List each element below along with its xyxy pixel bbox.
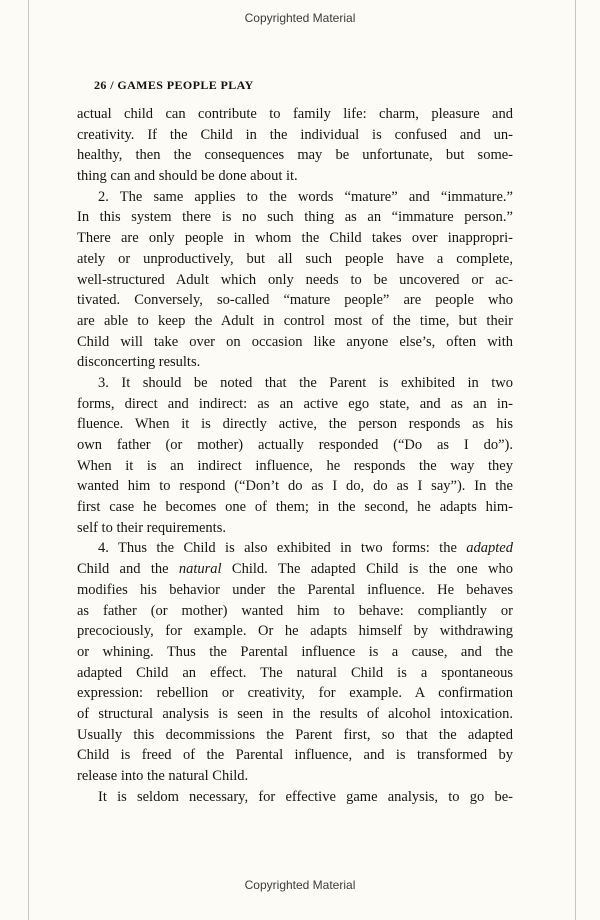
text-segment: of structural analysis is seen in the results of alcohol intoxication. — [77, 705, 513, 722]
text-segment: or whining. Thus the Parental influence is a cause, and the — [77, 643, 513, 660]
text-line — [77, 683, 513, 704]
text-segment: modifies his behavior under the Parental influence. He behaves — [77, 581, 513, 598]
text-segment: There are only people in whom the Child takes over inappropri- — [77, 230, 513, 247]
text-segment: release into the natural Child. — [77, 768, 249, 784]
text-line — [77, 518, 513, 539]
text-segment: 2. The same applies to the words “mature” and “immature.” — [98, 188, 513, 205]
text-segment: Child and the — [77, 561, 179, 578]
text-line — [77, 187, 513, 208]
text-line — [77, 228, 513, 249]
text-segment: ately or unproductively, but all such people have a complete, — [77, 250, 513, 267]
text-segment: actual child can contribute to family life: charm, pleasure and — [77, 106, 513, 122]
text-segment: natural — [178, 561, 222, 578]
text-segment: self to their requirements. — [77, 519, 226, 536]
text-line — [77, 621, 513, 642]
text-line — [77, 787, 513, 808]
text-segment: It is seldom necessary, for effective game analysis, to go be- — [98, 788, 513, 805]
paragraph — [77, 373, 513, 539]
copyright-watermark-bottom: Copyrighted Material — [244, 878, 356, 892]
text-line — [77, 642, 513, 663]
text-line — [77, 601, 513, 622]
text-line — [77, 725, 513, 746]
paragraph — [77, 187, 513, 373]
text-line — [77, 332, 513, 353]
text-line — [77, 394, 513, 415]
text-segment: wanted him to respond (“Don’t do as I do, do as I say”). In the — [77, 478, 513, 495]
page-body — [77, 104, 513, 807]
text-segment: own father (or mother) actually responded (“Do as I do”). — [77, 437, 513, 453]
text-segment: expression: rebellion or creativity, for example. A confirmation — [77, 685, 513, 702]
copyright-watermark-top: Copyrighted Material — [244, 11, 356, 25]
paragraph — [77, 538, 513, 786]
text-line — [77, 704, 513, 725]
text-segment: are able to keep the Adult in control most of the time, but their — [77, 312, 513, 329]
text-line — [77, 435, 513, 456]
text-segment: In this system there is no such thing as an “immature person.” — [77, 209, 513, 226]
text-segment: adapted Child an effect. The natural Child is a spontaneous — [77, 664, 513, 681]
text-line — [77, 125, 513, 146]
text-line — [77, 207, 513, 228]
text-segment: When it is an indirect influence, he responds the way they — [77, 457, 513, 474]
text-segment: creativity. If the Child in the individual is confused and un- — [77, 126, 513, 143]
text-segment: healthy, then the consequences may be unfortunate, but some- — [77, 147, 513, 164]
text-line — [77, 456, 513, 477]
text-line — [77, 663, 513, 684]
paragraph — [77, 104, 513, 187]
paragraph — [77, 787, 513, 808]
text-line — [77, 104, 513, 125]
text-segment: well-structured Adult which only needs to be uncovered or ac- — [77, 271, 513, 288]
text-line — [77, 476, 513, 497]
text-segment: as father (or mother) wanted him to behave: compliantly or — [77, 602, 513, 619]
page-edge-left — [28, 0, 29, 920]
text-segment: Child is freed of the Parental influence, and is transformed by — [77, 747, 513, 764]
text-segment: first case he becomes one of them; in the second, he adapts him- — [77, 499, 513, 516]
text-segment: precociously, for example. Or he adapts himself by withdrawing — [77, 623, 513, 640]
text-line — [77, 538, 513, 559]
text-segment: disconcerting results. — [77, 354, 201, 371]
text-segment: tivated. Conversely, so-called “mature people” are people who — [77, 292, 513, 309]
text-line — [77, 414, 513, 435]
text-line — [77, 497, 513, 518]
text-line — [77, 166, 513, 187]
text-segment: forms, direct and indirect: as an active ego state, and as an in- — [77, 395, 513, 412]
text-segment: fluence. When it is directly active, the person responds as his — [77, 416, 513, 433]
text-line — [77, 145, 513, 166]
text-line — [77, 249, 513, 270]
text-line — [77, 373, 513, 394]
text-line — [77, 745, 513, 766]
text-line — [77, 580, 513, 601]
text-line — [77, 290, 513, 311]
text-line — [77, 766, 513, 787]
text-segment: Child. The adapted Child is the one who — [221, 561, 513, 578]
text-segment: 3. It should be noted that the Parent is exhibited in two — [98, 374, 513, 391]
text-line — [77, 270, 513, 291]
text-line — [77, 559, 513, 580]
text-segment: thing can and should be done about it. — [77, 168, 298, 185]
text-line — [77, 352, 513, 373]
page-edge-right — [575, 0, 576, 920]
text-segment: Child will take over on occasion like anyone else’s, often with — [77, 333, 513, 350]
text-segment: Usually this decommissions the Parent first, so that the adapted — [77, 726, 513, 743]
text-segment: 4. Thus the Child is also exhibited in two forms: the — [98, 540, 467, 557]
text-line — [77, 311, 513, 332]
running-head: 26 / GAMES PEOPLE PLAY — [94, 78, 254, 92]
text-segment: adapted — [466, 540, 513, 557]
